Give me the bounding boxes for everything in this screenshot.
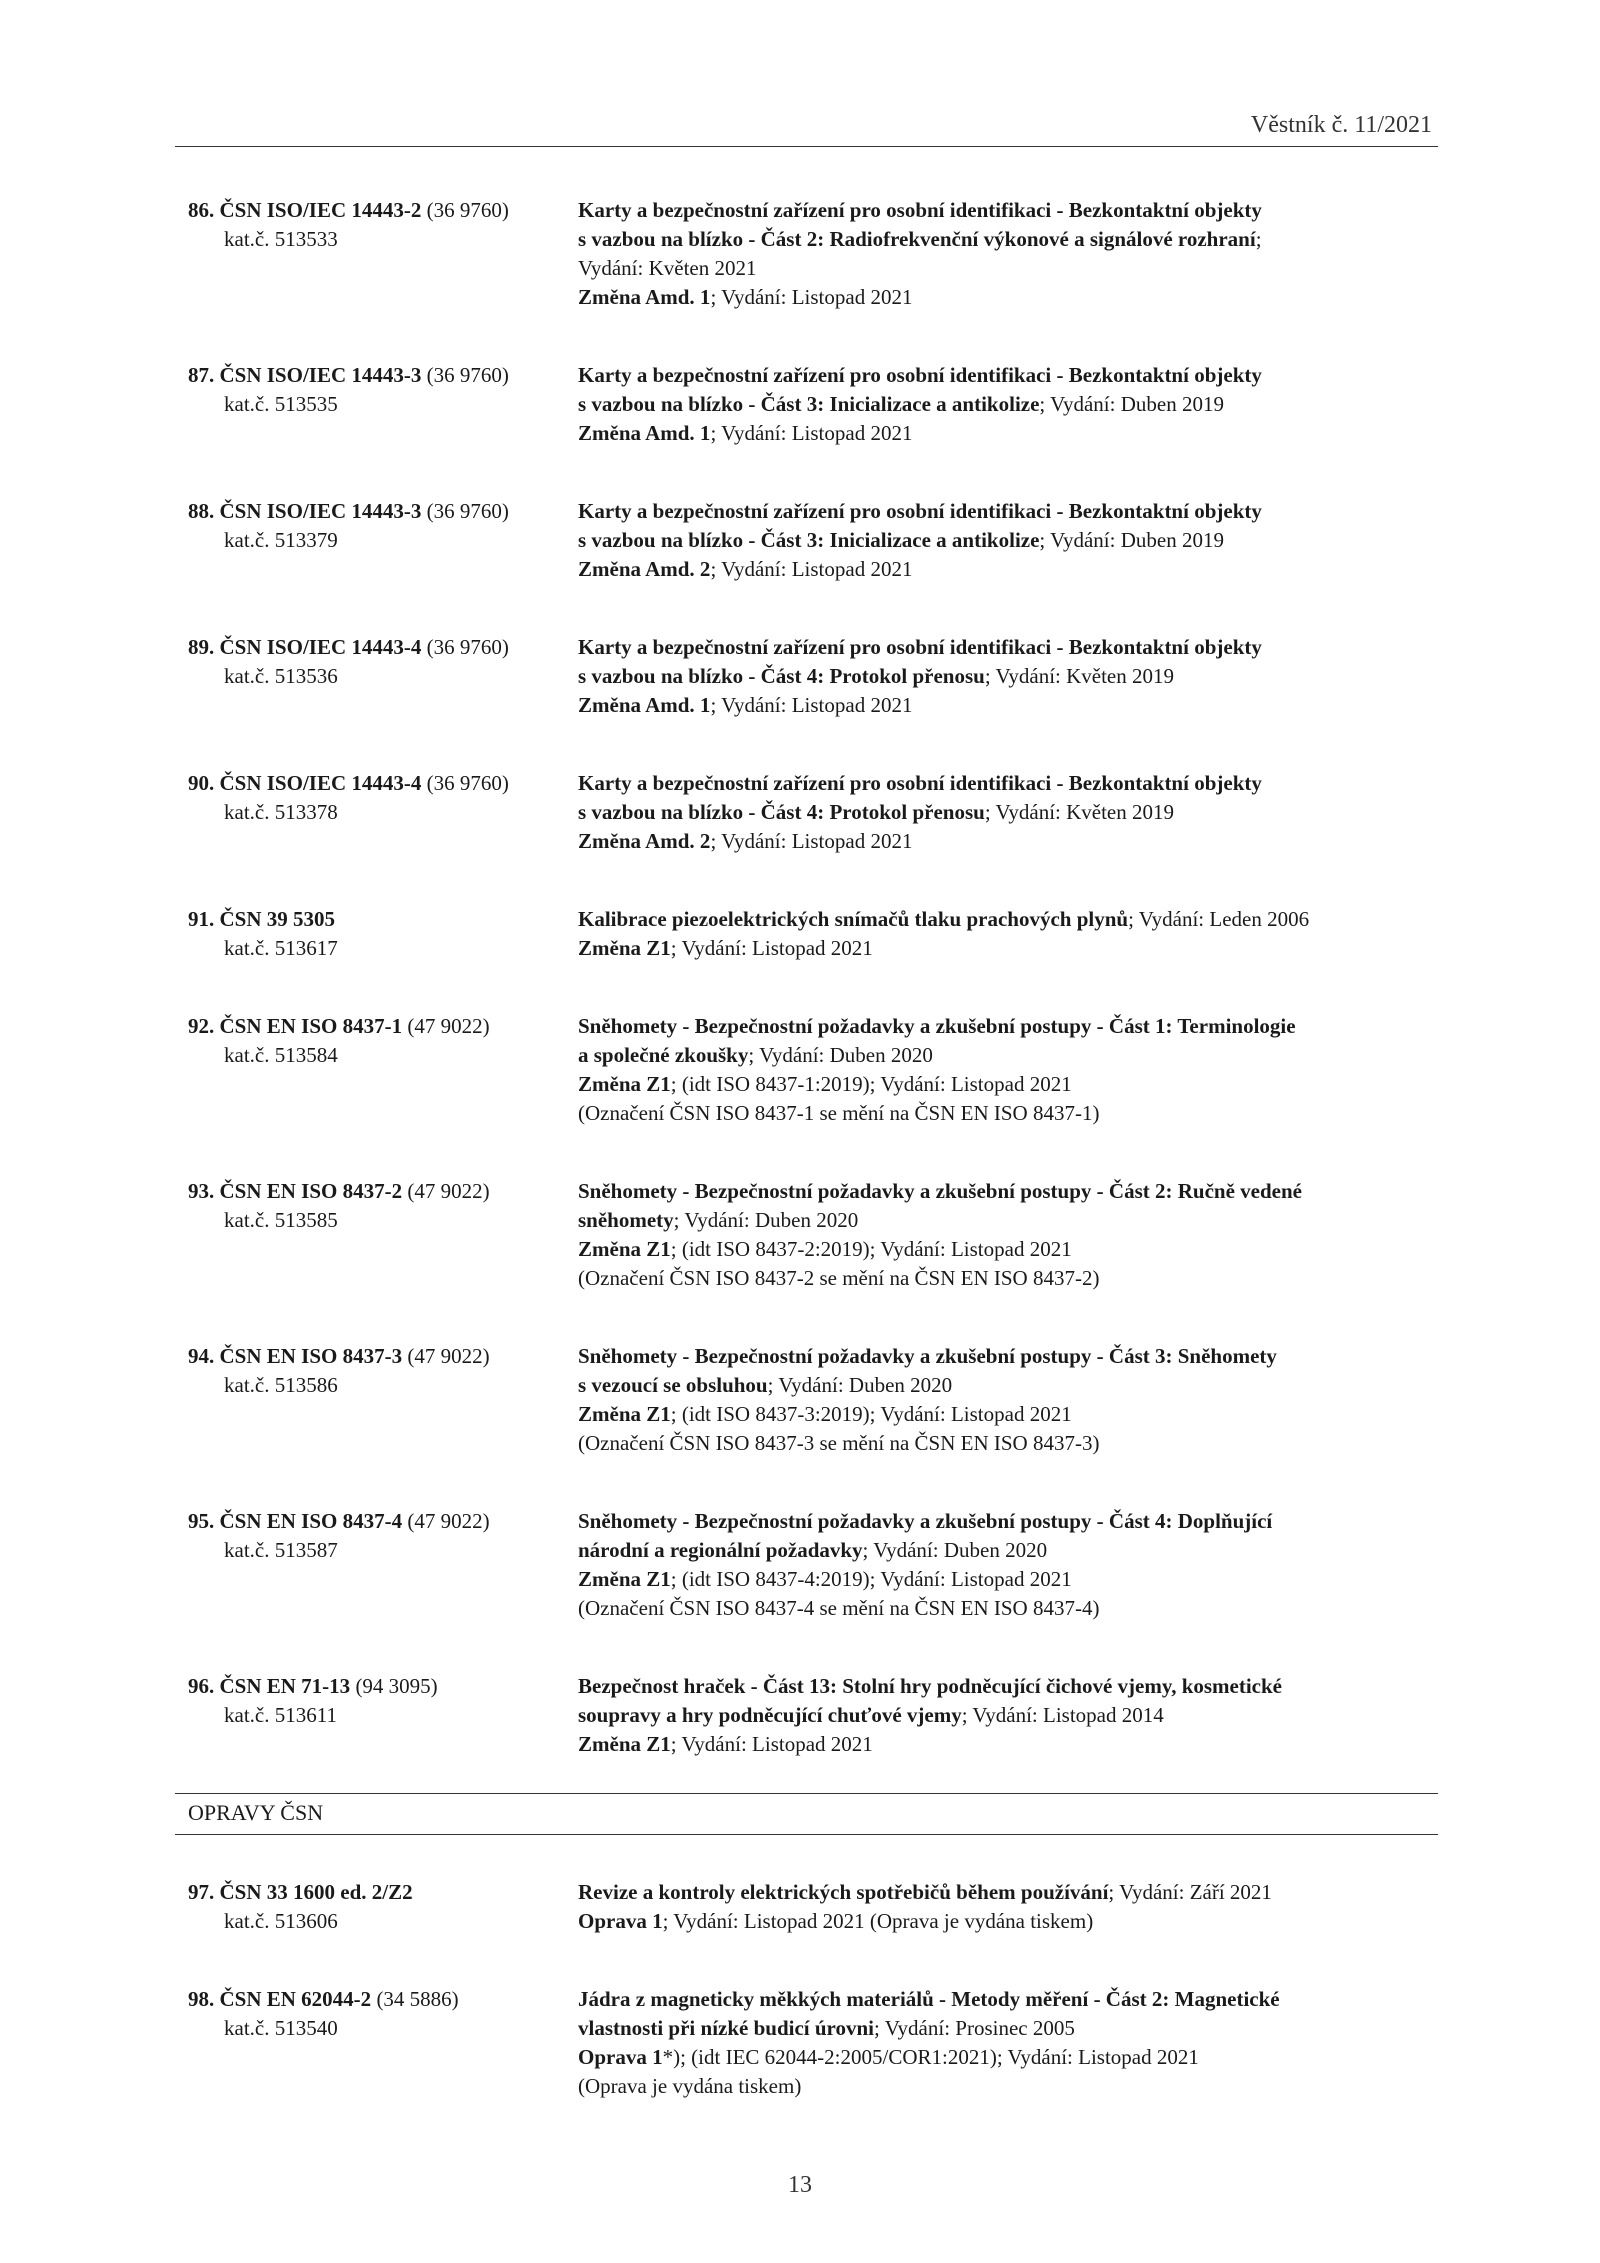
- regular-text: ; Vydání: Duben 2020: [862, 1538, 1048, 1562]
- standard-code: ČSN 39 5305: [219, 907, 336, 931]
- entry-heading: [188, 196, 578, 225]
- regular-text: (Označení ČSN ISO 8437-4 se mění na ČSN EN ISO 8437-4): [578, 1596, 1100, 1620]
- regular-text: ; Vydání: Duben 2020: [673, 1208, 859, 1232]
- entry-number: 89.: [188, 635, 215, 659]
- entry-description: [578, 497, 1438, 584]
- catalog-number: kat.č. 513533: [224, 227, 338, 251]
- entry-identifier: [188, 905, 578, 963]
- description-line: [578, 662, 1438, 691]
- description-line: [578, 1730, 1438, 1759]
- description-line: [578, 1099, 1438, 1128]
- description-line: [578, 283, 1438, 312]
- bold-text: Karty a bezpečnostní zařízení pro osobní identifikaci - Bezkontaktní objekty: [578, 499, 1262, 523]
- list-item: [188, 633, 1438, 720]
- standards-list: [188, 196, 1438, 1808]
- entry-heading: [188, 1672, 578, 1701]
- catalog-number: kat.č. 513586: [224, 1373, 338, 1397]
- entry-heading: [188, 1012, 578, 1041]
- description-line: [578, 196, 1438, 225]
- entry-heading: [188, 1878, 578, 1907]
- description-line: [578, 390, 1438, 419]
- class-number: (36 9760): [426, 635, 509, 659]
- page-number: 13: [788, 2172, 812, 2198]
- regular-text: ; Vydání: Listopad 2021: [710, 421, 913, 445]
- description-line: [578, 361, 1438, 390]
- description-line: [578, 2014, 1438, 2043]
- bold-text: Změna Amd. 1: [578, 421, 711, 445]
- description-line: [578, 2043, 1438, 2072]
- list-item: [188, 361, 1438, 448]
- description-line: [578, 1672, 1438, 1701]
- standard-code: ČSN 33 1600 ed. 2/Z2: [219, 1880, 413, 1904]
- regular-text: ; Vydání: Listopad 2021: [710, 557, 913, 581]
- standard-code: ČSN ISO/IEC 14443-3: [219, 363, 422, 387]
- standard-code: ČSN EN ISO 8437-2: [219, 1179, 403, 1203]
- bold-text: Změna Amd. 2: [578, 829, 711, 853]
- description-line: [578, 1342, 1438, 1371]
- regular-text: ; Vydání: Prosinec 2005: [874, 2016, 1075, 2040]
- entry-description: [578, 1672, 1438, 1759]
- entry-description: [578, 1012, 1438, 1128]
- class-number: (47 9022): [407, 1344, 490, 1368]
- regular-text: (Označení ČSN ISO 8437-3 se mění na ČSN EN ISO 8437-3): [578, 1431, 1100, 1455]
- entry-number: 98.: [188, 1987, 215, 2011]
- description-line: [578, 254, 1438, 283]
- bold-text: Sněhomety - Bezpečnostní požadavky a zkušební postupy - Část 1: Terminologie: [578, 1014, 1296, 1038]
- bold-text: Změna Z1: [578, 1402, 671, 1426]
- entry-heading: [188, 361, 578, 390]
- description-line: [578, 1235, 1438, 1264]
- entry-identifier: [188, 196, 578, 312]
- entry-description: [578, 1985, 1438, 2101]
- catalog-number: kat.č. 513584: [224, 1043, 338, 1067]
- entry-heading: [188, 1507, 578, 1536]
- regular-text: ; Vydání: Listopad 2021 (Oprava je vydána tiskem): [662, 1909, 1094, 1933]
- corrections-list: [188, 1878, 1438, 2150]
- entry-number: 86.: [188, 198, 215, 222]
- regular-text: (Označení ČSN ISO 8437-1 se mění na ČSN EN ISO 8437-1): [578, 1101, 1100, 1125]
- standard-code: ČSN ISO/IEC 14443-2: [219, 198, 422, 222]
- entry-number: 90.: [188, 771, 215, 795]
- regular-text: ; Vydání: Květen 2019: [984, 664, 1175, 688]
- section-title: OPRAVY ČSN: [188, 1800, 324, 1825]
- standard-code: ČSN EN 71-13: [219, 1674, 351, 1698]
- bold-text: Sněhomety - Bezpečnostní požadavky a zkušební postupy - Část 4: Doplňující: [578, 1509, 1273, 1533]
- regular-text: ; Vydání: Listopad 2021: [670, 936, 873, 960]
- entry-heading: [188, 633, 578, 662]
- entry-identifier: [188, 633, 578, 720]
- entry-number: 93.: [188, 1179, 215, 1203]
- description-line: [578, 497, 1438, 526]
- bold-text: Sněhomety - Bezpečnostní požadavky a zkušební postupy - Část 3: Sněhomety: [578, 1344, 1277, 1368]
- description-line: [578, 419, 1438, 448]
- bold-text: s vazbou na blízko - Část 4: Protokol přenosu: [578, 800, 985, 824]
- bold-text: Karty a bezpečnostní zařízení pro osobní identifikaci - Bezkontaktní objekty: [578, 635, 1262, 659]
- bold-text: Změna Amd. 1: [578, 693, 711, 717]
- bold-text: a společné zkoušky: [578, 1043, 749, 1067]
- regular-text: ; Vydání: Září 2021: [1108, 1880, 1272, 1904]
- entry-number: 87.: [188, 363, 215, 387]
- entry-number: 95.: [188, 1509, 215, 1533]
- description-line: [578, 1985, 1438, 2014]
- page-header: [175, 112, 1438, 147]
- bold-text: Změna Z1: [578, 1072, 671, 1096]
- catalog-number: kat.č. 513585: [224, 1208, 338, 1232]
- bold-text: Jádra z magneticky měkkých materiálů - Metody měření - Část 2: Magnetické: [578, 1987, 1280, 2011]
- regular-text: ; Vydání: Duben 2020: [767, 1373, 953, 1397]
- entry-identifier: [188, 1342, 578, 1458]
- regular-text: ; (idt ISO 8437-2:2019); Vydání: Listopad 2021: [670, 1237, 1072, 1261]
- regular-text: ; Vydání: Leden 2006: [1128, 907, 1310, 931]
- description-line: [578, 934, 1438, 963]
- regular-text: (Oprava je vydána tiskem): [578, 2074, 802, 2098]
- description-line: [578, 1371, 1438, 1400]
- entry-identifier: [188, 1985, 578, 2101]
- regular-text: ; Vydání: Listopad 2021: [710, 693, 913, 717]
- standard-code: ČSN EN 62044-2: [219, 1987, 372, 2011]
- bold-text: soupravy a hry podněcující chuťové vjemy: [578, 1703, 962, 1727]
- entry-description: [578, 361, 1438, 448]
- description-line: [578, 769, 1438, 798]
- description-line: [578, 1507, 1438, 1536]
- entry-number: 88.: [188, 499, 215, 523]
- description-line: [578, 1907, 1438, 1936]
- regular-text: ; Vydání: Listopad 2021: [670, 1732, 873, 1756]
- list-item: [188, 1012, 1438, 1128]
- description-line: [578, 798, 1438, 827]
- catalog-number: kat.č. 513606: [224, 1909, 338, 1933]
- entry-heading: [188, 1985, 578, 2014]
- entry-heading: [188, 1342, 578, 1371]
- bold-text: Karty a bezpečnostní zařízení pro osobní identifikaci - Bezkontaktní objekty: [578, 771, 1262, 795]
- entry-number: 91.: [188, 907, 215, 931]
- bold-text: národní a regionální požadavky: [578, 1538, 863, 1562]
- catalog-number: kat.č. 513378: [224, 800, 338, 824]
- catalog-number: kat.č. 513540: [224, 2016, 338, 2040]
- regular-text: Vydání: Květen 2021: [578, 256, 757, 280]
- description-line: [578, 1041, 1438, 1070]
- catalog-number: kat.č. 513617: [224, 936, 338, 960]
- bold-text: Změna Z1: [578, 1567, 671, 1591]
- entry-description: [578, 633, 1438, 720]
- entry-heading: [188, 905, 578, 934]
- bold-text: sněhomety: [578, 1208, 674, 1232]
- regular-text: ; (idt ISO 8437-3:2019); Vydání: Listopad 2021: [670, 1402, 1072, 1426]
- list-item: [188, 905, 1438, 963]
- standard-code: ČSN EN ISO 8437-4: [219, 1509, 403, 1533]
- regular-text: ; Vydání: Květen 2019: [984, 800, 1175, 824]
- entry-number: 96.: [188, 1674, 215, 1698]
- description-line: [578, 1012, 1438, 1041]
- standard-code: ČSN EN ISO 8437-3: [219, 1344, 403, 1368]
- entry-number: 94.: [188, 1344, 215, 1368]
- description-line: [578, 1177, 1438, 1206]
- list-item: [188, 1177, 1438, 1293]
- entry-heading: [188, 1177, 578, 1206]
- bold-text: s vazbou na blízko - Část 2: Radiofrekvenční výkonové a signálové rozhraní: [578, 227, 1256, 251]
- standard-code: ČSN EN ISO 8437-1: [219, 1014, 403, 1038]
- standard-code: ČSN ISO/IEC 14443-3: [219, 499, 422, 523]
- regular-text: ; Vydání: Listopad 2021: [710, 829, 913, 853]
- bold-text: Karty a bezpečnostní zařízení pro osobní identifikaci - Bezkontaktní objekty: [578, 363, 1262, 387]
- list-item: [188, 769, 1438, 856]
- bold-text: Karty a bezpečnostní zařízení pro osobní identifikaci - Bezkontaktní objekty: [578, 198, 1262, 222]
- bold-text: Sněhomety - Bezpečnostní požadavky a zkušební postupy - Část 2: Ručně vedené: [578, 1179, 1302, 1203]
- description-line: [578, 691, 1438, 720]
- entry-identifier: [188, 1177, 578, 1293]
- description-line: [578, 526, 1438, 555]
- bold-text: Změna Z1: [578, 936, 671, 960]
- standard-code: ČSN ISO/IEC 14443-4: [219, 771, 422, 795]
- entry-description: [578, 1177, 1438, 1293]
- list-item: [188, 1342, 1438, 1458]
- class-number: (36 9760): [426, 771, 509, 795]
- list-item: [188, 1985, 1438, 2101]
- description-line: [578, 225, 1438, 254]
- regular-text: ; Vydání: Listopad 2014: [961, 1703, 1164, 1727]
- entry-description: [578, 1342, 1438, 1458]
- class-number: (36 9760): [426, 363, 509, 387]
- bold-text: Oprava 1: [578, 2045, 663, 2069]
- description-line: [578, 1429, 1438, 1458]
- description-line: [578, 1878, 1438, 1907]
- regular-text: ; (idt ISO 8437-4:2019); Vydání: Listopad 2021: [670, 1567, 1072, 1591]
- entry-identifier: [188, 1672, 578, 1759]
- description-line: [578, 1594, 1438, 1623]
- entry-identifier: [188, 497, 578, 584]
- entry-identifier: [188, 361, 578, 448]
- list-item: [188, 1878, 1438, 1936]
- section-header: [175, 1793, 1438, 1835]
- catalog-number: kat.č. 513535: [224, 392, 338, 416]
- entry-identifier: [188, 1507, 578, 1623]
- description-line: [578, 905, 1438, 934]
- regular-text: ; (idt ISO 8437-1:2019); Vydání: Listopad 2021: [670, 1072, 1072, 1096]
- description-line: [578, 1536, 1438, 1565]
- standard-code: ČSN ISO/IEC 14443-4: [219, 635, 422, 659]
- entry-description: [578, 905, 1438, 963]
- bold-text: Změna Amd. 1: [578, 285, 711, 309]
- description-line: [578, 1264, 1438, 1293]
- regular-text: ; Vydání: Duben 2020: [748, 1043, 933, 1067]
- description-line: [578, 1701, 1438, 1730]
- entry-heading: [188, 497, 578, 526]
- catalog-number: kat.č. 513379: [224, 528, 338, 552]
- bold-text: Kalibrace piezoelektrických snímačů tlaku prachových plynů: [578, 907, 1129, 931]
- list-item: [188, 1672, 1438, 1759]
- bulletin-title: Věstník č. 11/2021: [1250, 112, 1432, 138]
- bold-text: s vezoucí se obsluhou: [578, 1373, 768, 1397]
- bold-text: Revize a kontroly elektrických spotřebičů během používání: [578, 1880, 1109, 1904]
- regular-text: ;: [1255, 227, 1262, 251]
- bold-text: Oprava 1: [578, 1909, 663, 1933]
- catalog-number: kat.č. 513536: [224, 664, 338, 688]
- class-number: (47 9022): [407, 1509, 490, 1533]
- list-item: [188, 1507, 1438, 1623]
- entry-identifier: [188, 1012, 578, 1128]
- class-number: (47 9022): [407, 1179, 490, 1203]
- description-line: [578, 633, 1438, 662]
- entry-description: [578, 769, 1438, 856]
- description-line: [578, 1070, 1438, 1099]
- class-number: (34 5886): [376, 1987, 459, 2011]
- regular-text: ; Vydání: Listopad 2021: [710, 285, 913, 309]
- entry-description: [578, 1507, 1438, 1623]
- class-number: (94 3095): [355, 1674, 438, 1698]
- list-item: [188, 196, 1438, 312]
- regular-text: ; Vydání: Duben 2019: [1039, 392, 1224, 416]
- bold-text: Změna Z1: [578, 1237, 671, 1261]
- entry-number: 97.: [188, 1880, 215, 1904]
- entry-identifier: [188, 769, 578, 856]
- entry-identifier: [188, 1878, 578, 1936]
- regular-text: (Označení ČSN ISO 8437-2 se mění na ČSN EN ISO 8437-2): [578, 1266, 1100, 1290]
- bold-text: Změna Z1: [578, 1732, 671, 1756]
- class-number: (36 9760): [426, 198, 509, 222]
- bold-text: s vazbou na blízko - Část 3: Inicializace a antikolize: [578, 528, 1040, 552]
- bold-text: vlastnosti při nízké budicí úrovni: [578, 2016, 875, 2040]
- catalog-number: kat.č. 513587: [224, 1538, 338, 1562]
- catalog-number: kat.č. 513611: [224, 1703, 337, 1727]
- description-line: [578, 827, 1438, 856]
- entry-number: 92.: [188, 1014, 215, 1038]
- description-line: [578, 1206, 1438, 1235]
- description-line: [578, 1400, 1438, 1429]
- description-line: [578, 1565, 1438, 1594]
- description-line: [578, 2072, 1438, 2101]
- regular-text: *); (idt IEC 62044-2:2005/COR1:2021); Vydání: Listopad 2021: [662, 2045, 1199, 2069]
- bold-text: Bezpečnost hraček - Část 13: Stolní hry podněcující čichové vjemy, kosmetické: [578, 1674, 1283, 1698]
- bold-text: s vazbou na blízko - Část 3: Inicializace a antikolize: [578, 392, 1040, 416]
- class-number: (47 9022): [407, 1014, 490, 1038]
- entry-description: [578, 196, 1438, 312]
- regular-text: ; Vydání: Duben 2019: [1039, 528, 1224, 552]
- class-number: (36 9760): [426, 499, 509, 523]
- entry-heading: [188, 769, 578, 798]
- bold-text: Změna Amd. 2: [578, 557, 711, 581]
- description-line: [578, 555, 1438, 584]
- entry-description: [578, 1878, 1438, 1936]
- bold-text: s vazbou na blízko - Část 4: Protokol přenosu: [578, 664, 985, 688]
- list-item: [188, 497, 1438, 584]
